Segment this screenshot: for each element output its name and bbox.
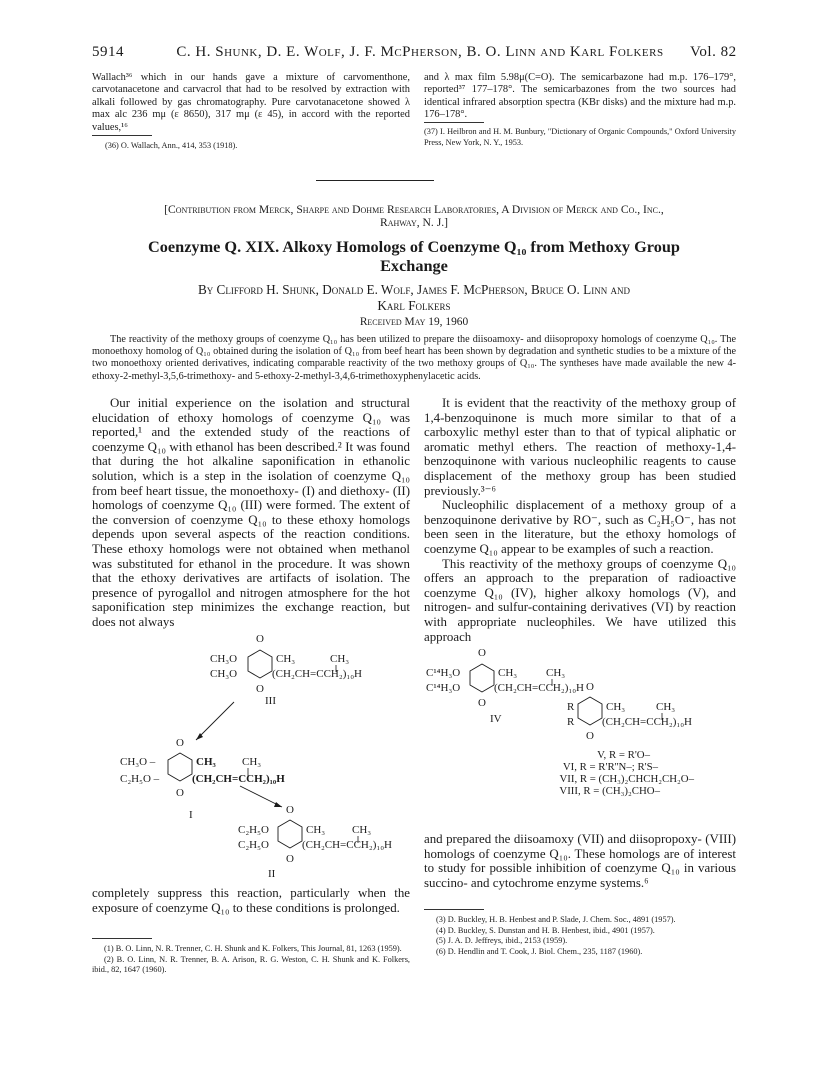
footnote-3: (3) D. Buckley, H. B. Henbest and P. Slade, J. Chem. Soc., 4891 (1957). [436, 915, 676, 924]
isoprenoid-chain-label: (CH₂CH=CCH₂)₁₀H [494, 682, 584, 694]
prev-article-left-text: Wallach³⁶ which in our hands gave a mixture of carvomenthone, carvotanacetone and carvacrol that had to be resolved by extraction with alkali followed by gas chromatography. Pure carvotanacetone showed λ max alc 236 mμ (ε 8650), 317 mμ (ε 45), in accord with the reported values,¹⁶ [92, 72, 410, 133]
footnote-rule [424, 909, 484, 910]
ch3-label: CH₃ [656, 701, 676, 713]
contribution-line: [Contribution from Merck, Sharpe and Dohme Research Laboratories, A Division of Merck and Co., Inc., [164, 203, 664, 216]
r-label: R [567, 716, 575, 728]
c2h5o-label: C₂H₅O [238, 839, 269, 851]
footnotes-right [424, 915, 736, 957]
footnote-2: (2) B. O. Linn, N. R. Trenner, B. A. Arison, R. G. Weston, C. H. Shunk and K. Folkers, ibid., 82, 1647 (1960). [92, 954, 410, 975]
ch3o-label: CH₃O [210, 668, 238, 680]
c14h3o-label: C¹⁴H₃O [426, 682, 461, 694]
footnote-5: (5) J. A. D. Jeffreys, ibid., 2153 (1959). [436, 936, 568, 946]
isoprenoid-chain-label: (CH₂CH=CCH₂)₁₀H [302, 839, 392, 851]
structure-IV [426, 647, 584, 725]
abstract: The reactivity of the methoxy groups of coenzyme Q₁₀ has been utilized to prepare the diisoamoxy- and diisopropoxy homologs of coenzyme Q₁₀. The monoethoxy homolog of Q₁₀ obtained during the isolation of Q₁₀ from beef heart has been shown by degradation and synthetic studies to be a mixture of the two monoethoxy oriented derivatives, indicating comparable reactivity of the two methoxy groups of Q₁₀. The syntheses have made available the new 4-ethoxy-2-methyl-3,5,6-trimethoxy- and 5-ethoxy-2-methyl-3,4,6-trimethoxyphenylacetic acids. [92, 334, 736, 382]
prev-article-footnote-37: (37) I. Heilbron and H. M. Bunbury, "Dictionary of Organic Compounds," Oxford University Press, New York, N. Y., 1953. [424, 127, 736, 147]
footnote-6: (6) D. Hendlin and T. Cook, J. Biol. Chem., 235, 1187 (1960). [436, 946, 643, 956]
footnotes-left [92, 944, 410, 976]
body-left-column [92, 396, 410, 630]
compound-label-IV: IV [490, 713, 502, 725]
ch3-label: CH₃ [498, 667, 518, 679]
prev-article-right-text: and λ max film 5.98μ(C=O). The semicarbazone had m.p. 176–179°, reported³⁷ 177–178°. The semicarbazones from the two sources had identical infrared absorption spectra (KBr disks) and the mixture had m.p. 176–178°. [424, 72, 736, 121]
oxygen-label: O [256, 633, 264, 645]
oxygen-label: O [586, 681, 594, 693]
body-right-column-bottom [424, 832, 736, 890]
structures-IV-VIII [424, 644, 736, 820]
running-authors: C. H. Shunk, D. E. Wolf, J. F. McPherson, B. O. Linn and Karl Folkers [176, 44, 664, 60]
ch3-label: CH₃ [276, 653, 296, 665]
ch3-label: CH₃ [352, 824, 372, 836]
ch3-label: CH₃ [606, 701, 626, 713]
byline: By Clifford H. Shunk, Donald E. Wolf, James F. McPherson, Bruce O. Linn and [197, 282, 631, 297]
ch3-label: CH₃ [546, 667, 566, 679]
footnote-rule [92, 135, 152, 136]
oxygen-label: O [256, 683, 264, 695]
oxygen-label: O [176, 787, 184, 799]
ch3-label: CH₃ [306, 824, 326, 836]
byline-line-2: Karl Folkers [377, 298, 451, 313]
body-paragraph: This reactivity of the methoxy groups of coenzyme Q₁₀ offers an approach to the preparation of radioactive coenzyme Q₁₀ (IV), higher alkoxy homologs (V), and nitrogen- and sulfur-containing derivatives (VI) by reaction with appropriate nucleophiles. We have utilized this approach [424, 556, 736, 644]
footnote-rule [424, 122, 484, 123]
compound-label-II: II [268, 868, 276, 880]
ch3-label: CH₃ [330, 653, 350, 665]
legend-VI: VI, R = R'R''N–; R'S– [562, 761, 658, 773]
contribution-line-2: Rahway, N. J.] [379, 216, 448, 229]
volume-label: Vol. 82 [690, 44, 737, 60]
ch3o-label: CH₃O – [120, 756, 156, 768]
oxygen-label: O [176, 737, 184, 749]
c2h5o-label: C₂H₅O – [120, 773, 160, 785]
body-left-column-bottom [92, 886, 410, 915]
c2h5o-label: C₂H₅O [238, 824, 269, 836]
body-paragraph: completely suppress this reaction, particularly when the exposure of coenzyme Q₁₀ to these conditions is prolonged. [92, 886, 410, 915]
received-date: Received May 19, 1960 [359, 316, 469, 328]
oxygen-label: O [586, 730, 594, 742]
structures-I-II-III [92, 630, 410, 866]
structure-II [238, 804, 392, 865]
structure-I [120, 737, 285, 821]
ch3o-label: CH₃O [210, 653, 238, 665]
body-paragraph: Our initial experience on the isolation and structural elucidation of ethoxy homologs of coenzyme Q₁₀ was reported,¹ and the extended study of the reactions of coenzyme Q₁₀ with ethanol has been described.² It was found that during the hot alkaline saponification in ethanolic solution, which is a step in the isolation of coenzyme Q₁₀ from beef heart tissue, the monoethoxy- (I) and diethoxy- (II) homologs of coenzyme Q₁₀ (III) were formed. The extent of the conversion of coenzyme Q₁₀ to these ethoxy homologs depends upon several aspects of the reaction conditions. These ethoxy homologs were not obtained when methanol was substituted for ethanol in the procedure. It was shown that the ethoxy derivatives are artifacts of isolation. The presence of pyrogallol and nitrogen atmosphere for the hot saponification step minimizes the exchange reaction, but does not always [92, 396, 410, 629]
compound-label-III: III [265, 695, 276, 707]
footnote-rule [92, 938, 152, 939]
prev-article-footnote-36: (36) O. Wallach, Ann., 414, 353 (1918). [105, 141, 238, 150]
legend-VIII: VIII, R = (CH₃)₂CHO– [559, 785, 660, 797]
c14h3o-label: C¹⁴H₃O [426, 667, 461, 679]
legend-V: V, R = R'O– [597, 749, 650, 761]
legend-VII: VII, R = (CH₃)₂CHCH₂CH₂O– [559, 773, 694, 785]
isoprenoid-chain-label: (CH₂CH=CCH₂)₁₀H [272, 668, 362, 680]
oxygen-label: O [286, 804, 294, 816]
structure-V-VIII [567, 681, 692, 742]
body-paragraph: Nucleophilic displacement of a methoxy group of a benzoquinone derivative by RO⁻, such as C₂H₅O⁻, has not been seen in the literature, but the ethoxy homologs of coenzyme Q₁₀ appear to be examples of such a reaction. [424, 498, 736, 556]
ch3-label: CH₃ [196, 756, 216, 768]
footnote-4: (4) D. Buckley, S. Dunstan and H. B. Henbest, ibid., 4901 (1957). [436, 925, 655, 935]
r-label: R [567, 701, 575, 713]
footnote-1: (1) B. O. Linn, N. R. Trenner, C. H. Shunk and K. Folkers, This Journal, 81, 1263 (1959). [104, 944, 402, 953]
isoprenoid-chain-label: (CH₂CH=CCH₂)₁₀H [602, 716, 692, 728]
oxygen-label: O [286, 853, 294, 865]
article-separator [316, 180, 434, 181]
article-title: Coenzyme Q. XIX. Alkoxy Homologs of Coenzyme Q₁₀ from Methoxy Group [148, 237, 680, 256]
oxygen-label: O [478, 647, 486, 659]
oxygen-label: O [478, 697, 486, 709]
compound-label-I: I [189, 809, 193, 821]
isoprenoid-chain-label: (CH₂CH=CCH₂)₁₀H [192, 773, 285, 785]
article-title-line-2: Exchange [380, 256, 448, 275]
body-right-column [424, 396, 736, 644]
body-paragraph: It is evident that the reactivity of the methoxy group of 1,4-benzoquinone is much more similar to that of a carboxylic methyl ester than to that of typical aliphatic or aromatic methyl ethers. The reaction of methoxy-1,4-benzoquinone with various nucleophilic reagents to cause displacement of the methoxy group has been studied previously.³⁻⁶ [424, 396, 736, 498]
page-number: 5914 [92, 44, 124, 60]
structure-III [210, 633, 362, 707]
ch3-label: CH₃ [242, 756, 262, 768]
body-paragraph: and prepared the diisoamoxy (VII) and diisopropoxy- (VIII) homologs of coenzyme Q₁₀. These homologs are of interest to study for possible inhibition of coenzyme Q₁₀ in various succino- and cytochrome enzyme systems.⁶ [424, 832, 736, 890]
